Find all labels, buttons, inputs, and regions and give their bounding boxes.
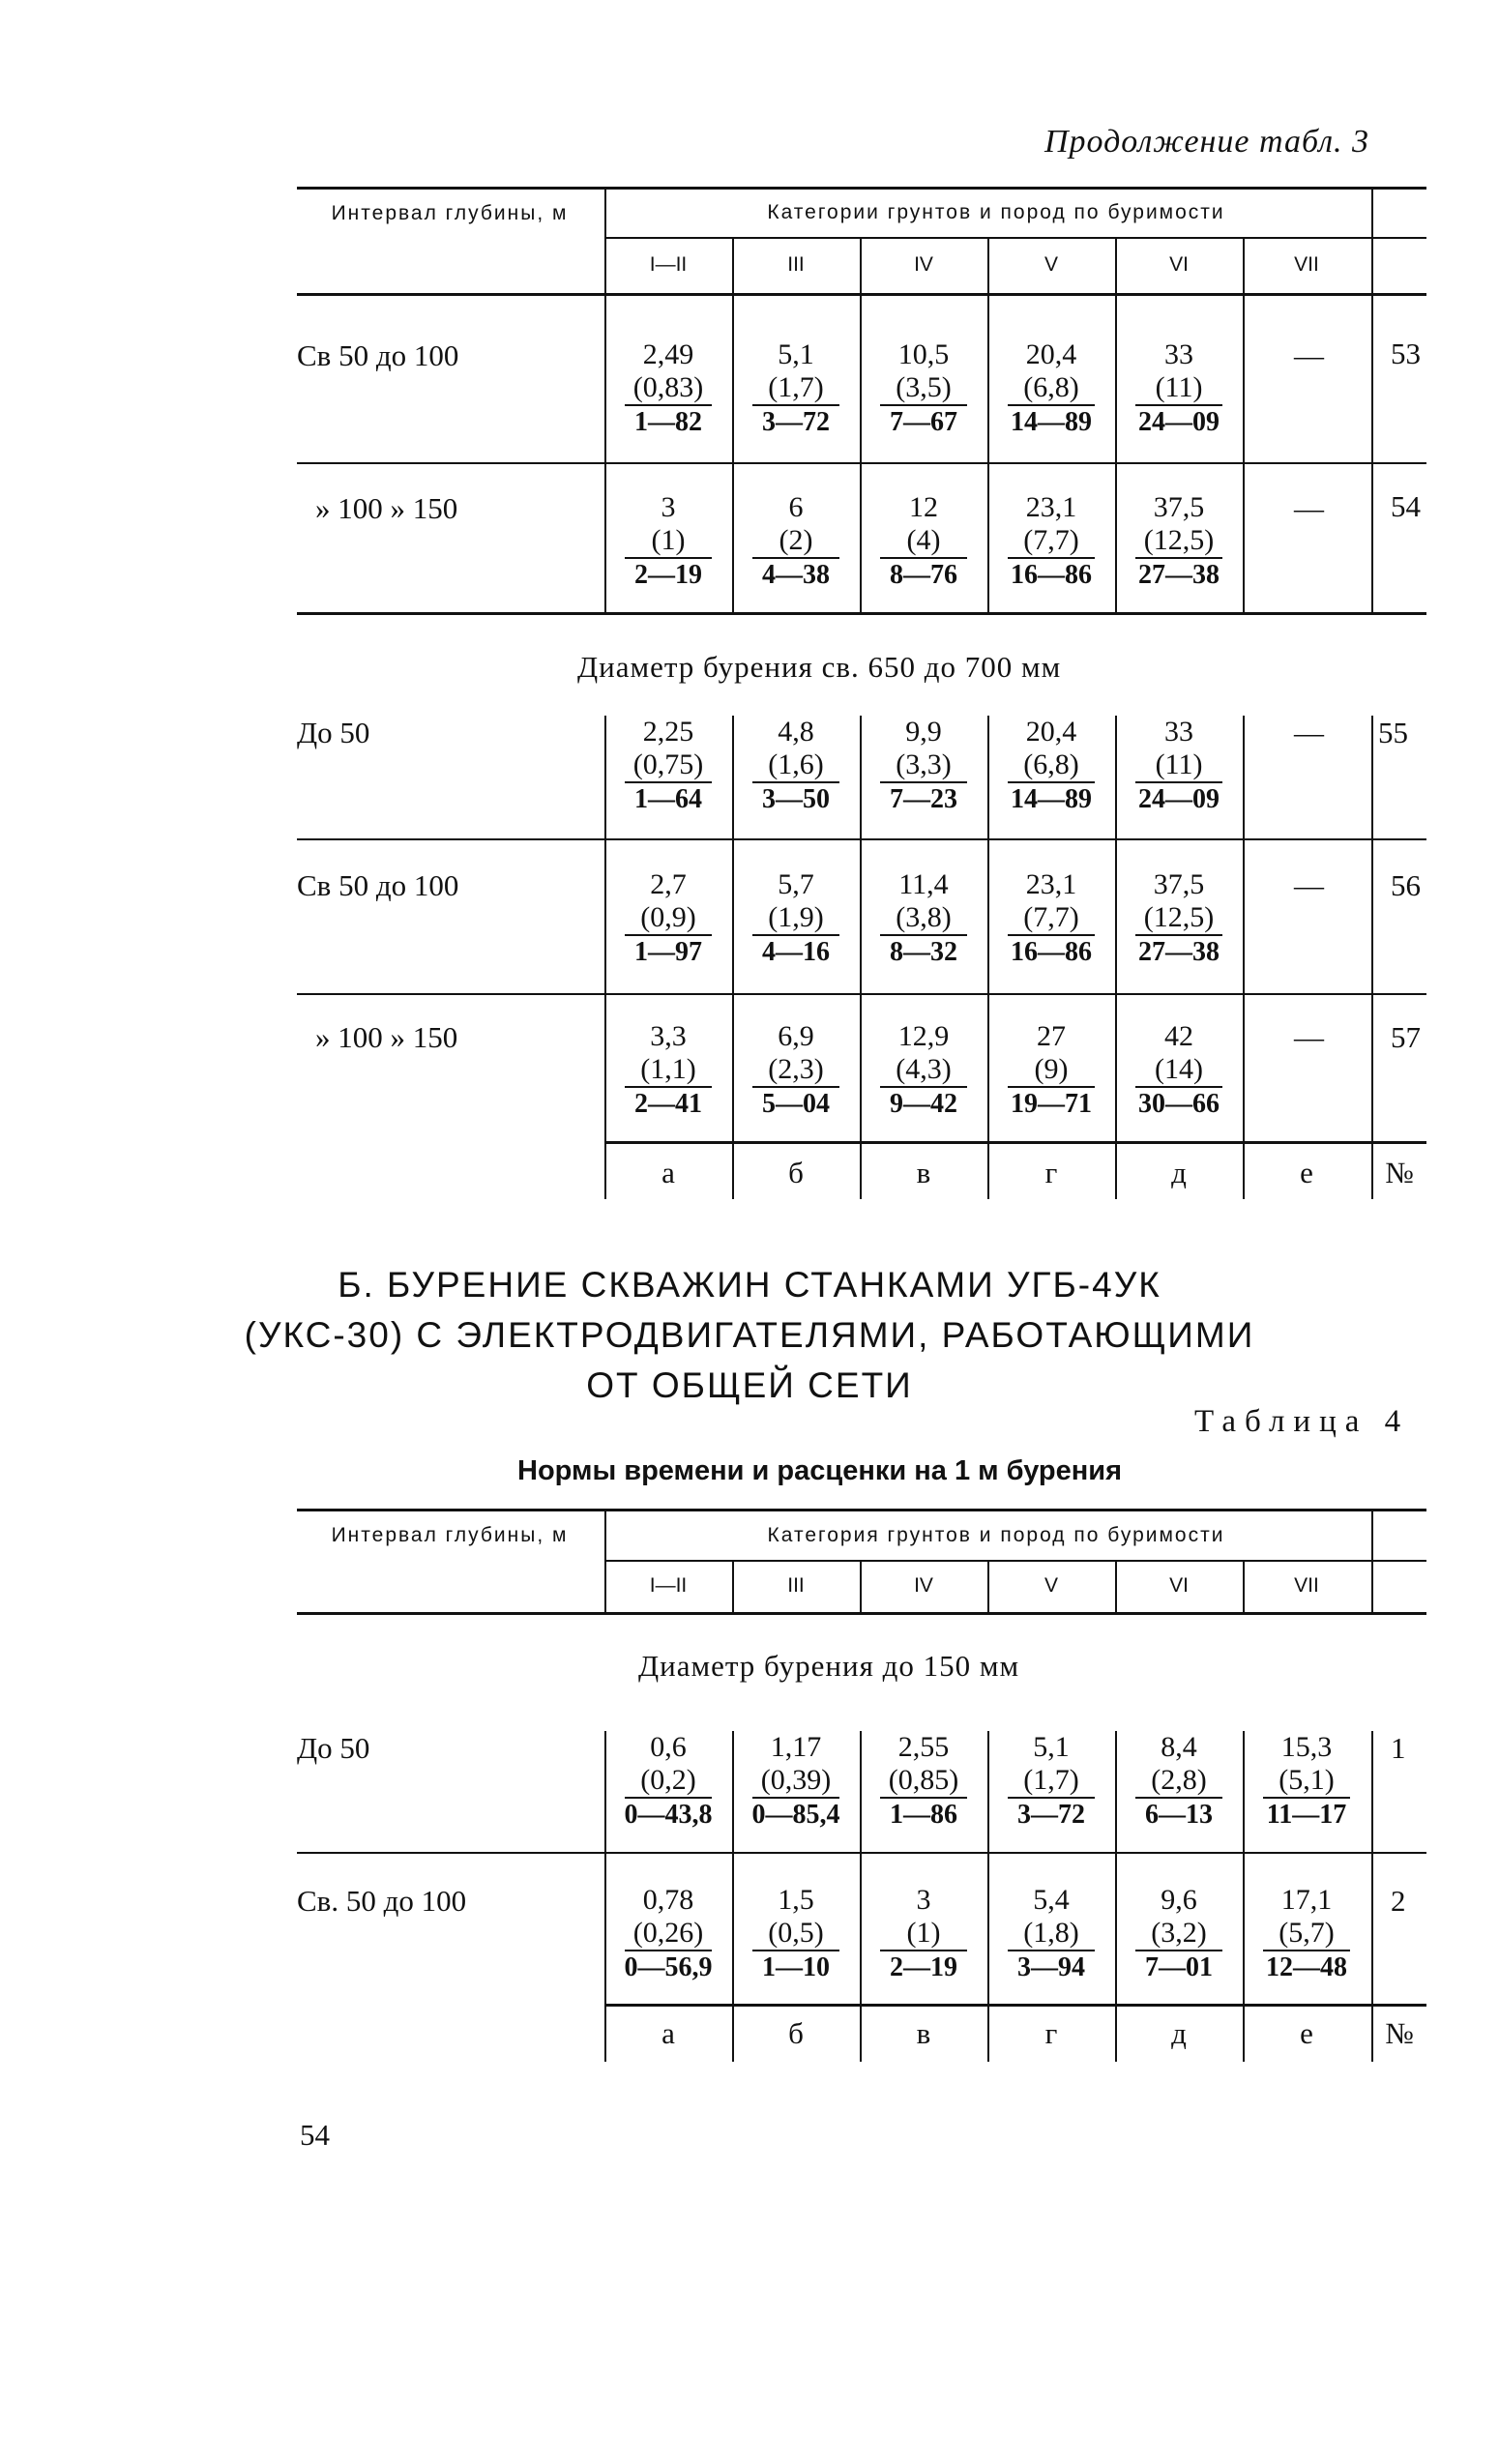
table-rule (860, 237, 862, 293)
table-rule (604, 187, 606, 293)
cell-hours: (1) (880, 1917, 967, 1951)
table-cell (1245, 1884, 1368, 1984)
row-interval: » 100 » 150 (315, 1020, 458, 1054)
cell-hours: (3,5) (880, 371, 967, 406)
cell-norm: 3 (661, 491, 676, 523)
diameter-caption: Диаметр бурения св. 650 до 700 мм (577, 650, 1062, 684)
cell-rate: 14—89 (1011, 407, 1092, 437)
header-category: V (1043, 1574, 1058, 1597)
table-rule (297, 838, 1426, 840)
table-cell (606, 1731, 730, 1832)
cell-rate: 6—13 (1145, 1800, 1213, 1830)
page-number: 54 (300, 2118, 330, 2152)
table-rule (987, 716, 989, 1199)
cell-dash: — (1294, 716, 1324, 749)
cell-norm: 20,4 (1025, 716, 1077, 748)
header-category: IV (914, 1574, 933, 1597)
table-rule (1243, 716, 1245, 1199)
header-interval: Интервал глубины, м (331, 1524, 569, 1546)
section-heading-line: (УКС-30) С ЭЛЕКТРОДВИГАТЕЛЯМИ, РАБОТАЮЩИМИ (244, 1315, 1255, 1355)
header-categories-title: Категория грунтов и пород по буримости (767, 1524, 1225, 1546)
cell-norm: 2,49 (642, 338, 694, 370)
table-cell (989, 868, 1113, 969)
cell-hours: (7,7) (1008, 524, 1095, 559)
table-rule (987, 293, 989, 612)
cell-rate: 8—32 (890, 937, 957, 967)
cell-rate: 7—01 (1145, 1952, 1213, 1982)
cell-rate: 2—41 (634, 1089, 702, 1119)
table-rule (604, 2004, 1426, 2007)
cell-hours: (5,7) (1263, 1917, 1350, 1951)
cell-hours: (7,7) (1008, 901, 1095, 936)
row-number: 56 (1391, 868, 1421, 902)
table-rule (860, 716, 862, 1199)
table-cell (989, 491, 1113, 592)
cell-norm: 27 (1037, 1020, 1066, 1052)
table-rule (1243, 293, 1245, 612)
row-number: 53 (1391, 337, 1421, 370)
column-letter: д (1171, 2016, 1187, 2050)
cell-norm: 23,1 (1025, 491, 1077, 523)
table-cell (862, 338, 985, 439)
cell-norm: 3,3 (650, 1020, 687, 1052)
cell-hours: (0,2) (625, 1764, 712, 1799)
cell-rate: 3—72 (762, 407, 830, 437)
cell-norm: 37,5 (1153, 491, 1205, 523)
row-number: 57 (1391, 1020, 1421, 1054)
table-cell (734, 491, 858, 592)
table-cell (1117, 716, 1241, 816)
table-rule (860, 293, 862, 612)
diameter-caption: Диаметр бурения до 150 мм (638, 1649, 1020, 1683)
cell-hours: (0,85) (880, 1764, 967, 1799)
cell-hours: (11) (1135, 371, 1222, 406)
header-category: VI (1169, 1574, 1189, 1597)
cell-dash: — (1294, 491, 1324, 525)
table-rule (1243, 237, 1245, 293)
column-letter: г (1044, 2016, 1058, 2050)
table-rule (1371, 187, 1373, 293)
cell-rate: 24—09 (1138, 784, 1220, 814)
cell-hours: (1,7) (752, 371, 839, 406)
cell-rate: 1—97 (634, 937, 702, 967)
column-letter: е (1300, 2016, 1313, 2050)
row-interval: До 50 (297, 1731, 370, 1765)
cell-hours: (2,8) (1135, 1764, 1222, 1799)
cell-hours: (1) (625, 524, 712, 559)
table-cell (989, 338, 1113, 439)
cell-hours: (4,3) (880, 1053, 967, 1088)
column-number-sign: № (1385, 2016, 1414, 2050)
table-cell (606, 868, 730, 969)
cell-norm: 9,6 (1161, 1884, 1197, 1916)
cell-rate: 4—16 (762, 937, 830, 967)
table-cell (1117, 1731, 1241, 1832)
cell-rate: 30—66 (1138, 1089, 1220, 1119)
cell-rate: 0—85,4 (751, 1800, 840, 1830)
table-cell (1117, 1884, 1241, 1984)
cell-rate: 4—38 (762, 560, 830, 590)
table-cell (734, 716, 858, 816)
header-category: IV (914, 253, 933, 276)
table-rule (604, 1731, 606, 2062)
table-rule (604, 293, 606, 612)
cell-hours: (11) (1135, 748, 1222, 783)
table-rule (732, 1731, 734, 2062)
cell-rate: 3—94 (1017, 1952, 1085, 1982)
row-number: 1 (1391, 1731, 1406, 1765)
table-rule (297, 612, 1426, 615)
cell-hours: (1,7) (1008, 1764, 1095, 1799)
header-category: I—II (649, 1574, 688, 1597)
column-letter: е (1300, 1156, 1313, 1189)
column-letter: г (1044, 1156, 1058, 1189)
table-rule (1371, 1509, 1373, 1612)
row-interval: Св 50 до 100 (297, 868, 459, 902)
cell-norm: 0,6 (650, 1731, 687, 1763)
cell-norm: 5,1 (778, 338, 814, 370)
cell-rate: 11—17 (1266, 1800, 1347, 1830)
table-rule (1115, 1731, 1117, 2062)
table-cell (606, 716, 730, 816)
cell-hours: (3,2) (1135, 1917, 1222, 1951)
cell-norm: 20,4 (1025, 338, 1077, 370)
table-rule (1371, 716, 1373, 1199)
table-cell (862, 1020, 985, 1121)
cell-norm: 33 (1164, 716, 1193, 748)
column-letter: а (661, 2016, 675, 2050)
table-title: Нормы времени и расценки на 1 м бурения (517, 1455, 1123, 1486)
cell-rate: 8—76 (890, 560, 957, 590)
cell-hours: (1,1) (625, 1053, 712, 1088)
cell-rate: 1—10 (762, 1952, 830, 1982)
table-cell (606, 1884, 730, 1984)
cell-rate: 27—38 (1138, 937, 1220, 967)
column-letter: а (661, 1156, 675, 1189)
row-interval: Св 50 до 100 (297, 338, 459, 372)
cell-dash: — (1294, 1020, 1324, 1054)
column-letter: в (916, 1156, 931, 1189)
column-number-sign: № (1385, 1156, 1414, 1189)
column-letter: д (1171, 1156, 1187, 1189)
cell-hours: (0,5) (752, 1917, 839, 1951)
cell-rate: 1—82 (634, 407, 702, 437)
header-category: VII (1294, 253, 1319, 276)
table-rule (860, 1731, 862, 2062)
table-cell (606, 491, 730, 592)
cell-norm: 10,5 (897, 338, 950, 370)
table-rule (604, 237, 1426, 239)
table-cell (734, 338, 858, 439)
table-cell (862, 491, 985, 592)
table-cell (989, 716, 1113, 816)
header-category: I—II (649, 253, 688, 276)
row-number: 55 (1378, 716, 1408, 749)
continuation-label: Продолжение табл. 3 (1044, 124, 1370, 160)
cell-dash: — (1294, 338, 1324, 372)
cell-hours: (0,39) (752, 1764, 839, 1799)
cell-norm: 17,1 (1280, 1884, 1333, 1916)
table-cell (989, 1731, 1113, 1832)
table-rule (1115, 237, 1117, 293)
cell-norm: 2,55 (897, 1731, 950, 1763)
cell-rate: 19—71 (1011, 1089, 1092, 1119)
row-interval: Св. 50 до 100 (297, 1884, 467, 1918)
cell-hours: (1,9) (752, 901, 839, 936)
table-cell (1117, 1020, 1241, 1121)
cell-norm: 2,7 (650, 868, 687, 900)
row-interval: » 100 » 150 (315, 491, 458, 525)
cell-hours: (12,5) (1135, 524, 1222, 559)
cell-rate: 3—50 (762, 784, 830, 814)
cell-hours: (3,3) (880, 748, 967, 783)
cell-rate: 2—19 (890, 1952, 957, 1982)
table-rule (1371, 293, 1373, 612)
cell-rate: 5—04 (762, 1089, 830, 1119)
table-rule (297, 1612, 1426, 1615)
cell-dash: — (1294, 868, 1324, 902)
table-rule (297, 1852, 1426, 1854)
table-rule (297, 993, 1426, 995)
header-category: III (787, 253, 805, 276)
cell-hours: (1,8) (1008, 1917, 1095, 1951)
table-rule (732, 293, 734, 612)
cell-hours: (9) (1008, 1053, 1095, 1088)
table-cell (989, 1884, 1113, 1984)
row-number: 54 (1391, 489, 1421, 523)
table-cell (1117, 491, 1241, 592)
table-cell (734, 1884, 858, 1984)
cell-norm: 8,4 (1161, 1731, 1197, 1763)
table-cell (1245, 1731, 1368, 1832)
table-cell (734, 1020, 858, 1121)
cell-norm: 3 (916, 1884, 931, 1916)
cell-norm: 33 (1164, 338, 1193, 370)
header-category: VII (1294, 1574, 1319, 1597)
table-rule (987, 1731, 989, 2062)
cell-hours: (1,6) (752, 748, 839, 783)
header-category: V (1043, 253, 1058, 276)
row-number: 2 (1391, 1884, 1406, 1918)
table-rule (987, 237, 989, 293)
table-rule (604, 1141, 1426, 1144)
table-label: Таблица 4 (1194, 1404, 1410, 1439)
cell-norm: 12,9 (897, 1020, 950, 1052)
cell-rate: 3—72 (1017, 1800, 1085, 1830)
cell-rate: 12—48 (1266, 1952, 1347, 1982)
table-rule (732, 237, 734, 293)
cell-rate: 14—89 (1011, 784, 1092, 814)
column-letter: б (788, 2016, 804, 2050)
cell-rate: 0—56,9 (624, 1952, 713, 1982)
cell-rate: 7—67 (890, 407, 957, 437)
cell-norm: 5,4 (1033, 1884, 1070, 1916)
cell-norm: 5,1 (1033, 1731, 1070, 1763)
cell-norm: 6 (788, 491, 804, 523)
table-rule (1115, 716, 1117, 1199)
cell-hours: (0,26) (625, 1917, 712, 1951)
cell-rate: 16—86 (1011, 560, 1092, 590)
table-cell (862, 1884, 985, 1984)
cell-rate: 7—23 (890, 784, 957, 814)
cell-norm: 0,78 (642, 1884, 694, 1916)
cell-rate: 27—38 (1138, 560, 1220, 590)
table-cell (734, 1731, 858, 1832)
cell-hours: (2) (752, 524, 839, 559)
table-rule (297, 293, 1426, 296)
section-heading (193, 1260, 1306, 1411)
table-rule (297, 462, 1426, 464)
cell-hours: (12,5) (1135, 901, 1222, 936)
cell-rate: 9—42 (890, 1089, 957, 1119)
header-category: III (787, 1574, 805, 1597)
cell-rate: 2—19 (634, 560, 702, 590)
cell-hours: (14) (1135, 1053, 1222, 1088)
header-category: VI (1169, 253, 1189, 276)
section-heading-line: ОТ ОБЩЕЙ СЕТИ (586, 1365, 913, 1405)
cell-rate: 0—43,8 (624, 1800, 713, 1830)
column-letter: б (788, 1156, 804, 1189)
table-rule (732, 716, 734, 1199)
cell-norm: 5,7 (778, 868, 814, 900)
header-categories-title: Категории грунтов и пород по буримости (767, 201, 1225, 223)
table-rule (1371, 1731, 1373, 2062)
cell-norm: 1,17 (770, 1731, 822, 1763)
table-rule (1115, 293, 1117, 612)
column-letter: в (916, 2016, 931, 2050)
cell-rate: 16—86 (1011, 937, 1092, 967)
cell-norm: 37,5 (1153, 868, 1205, 900)
table-rule (1243, 1731, 1245, 2062)
cell-norm: 15,3 (1280, 1731, 1333, 1763)
cell-norm: 1,5 (778, 1884, 814, 1916)
table-cell (606, 1020, 730, 1121)
cell-rate: 24—09 (1138, 407, 1220, 437)
cell-hours: (3,8) (880, 901, 967, 936)
table-cell (1117, 338, 1241, 439)
cell-hours: (0,83) (625, 371, 712, 406)
cell-norm: 9,9 (905, 716, 942, 748)
table-rule (297, 1509, 1426, 1511)
header-interval: Интервал глубины, м (331, 202, 569, 224)
cell-hours: (6,8) (1008, 748, 1095, 783)
section-heading-line: Б. БУРЕНИЕ СКВАЖИН СТАНКАМИ УГБ-4УК (338, 1265, 1161, 1305)
table-cell (734, 868, 858, 969)
cell-norm: 2,25 (642, 716, 694, 748)
table-cell (862, 716, 985, 816)
table-cell (989, 1020, 1113, 1121)
cell-rate: 1—86 (890, 1800, 957, 1830)
cell-norm: 6,9 (778, 1020, 814, 1052)
cell-hours: (2,3) (752, 1053, 839, 1088)
cell-hours: (0,9) (625, 901, 712, 936)
table-cell (862, 1731, 985, 1832)
table-rule (604, 716, 606, 1199)
row-interval: До 50 (297, 716, 370, 749)
cell-norm: 11,4 (898, 868, 949, 900)
table-cell (862, 868, 985, 969)
cell-hours: (4) (880, 524, 967, 559)
table-cell (606, 338, 730, 439)
cell-norm: 42 (1164, 1020, 1193, 1052)
table-rule (297, 187, 1426, 190)
table-rule (604, 1560, 1426, 1562)
cell-hours: (6,8) (1008, 371, 1095, 406)
cell-hours: (5,1) (1263, 1764, 1350, 1799)
cell-norm: 23,1 (1025, 868, 1077, 900)
cell-rate: 1—64 (634, 784, 702, 814)
cell-hours: (0,75) (625, 748, 712, 783)
cell-norm: 12 (909, 491, 938, 523)
table-cell (1117, 868, 1241, 969)
cell-norm: 4,8 (778, 716, 814, 748)
